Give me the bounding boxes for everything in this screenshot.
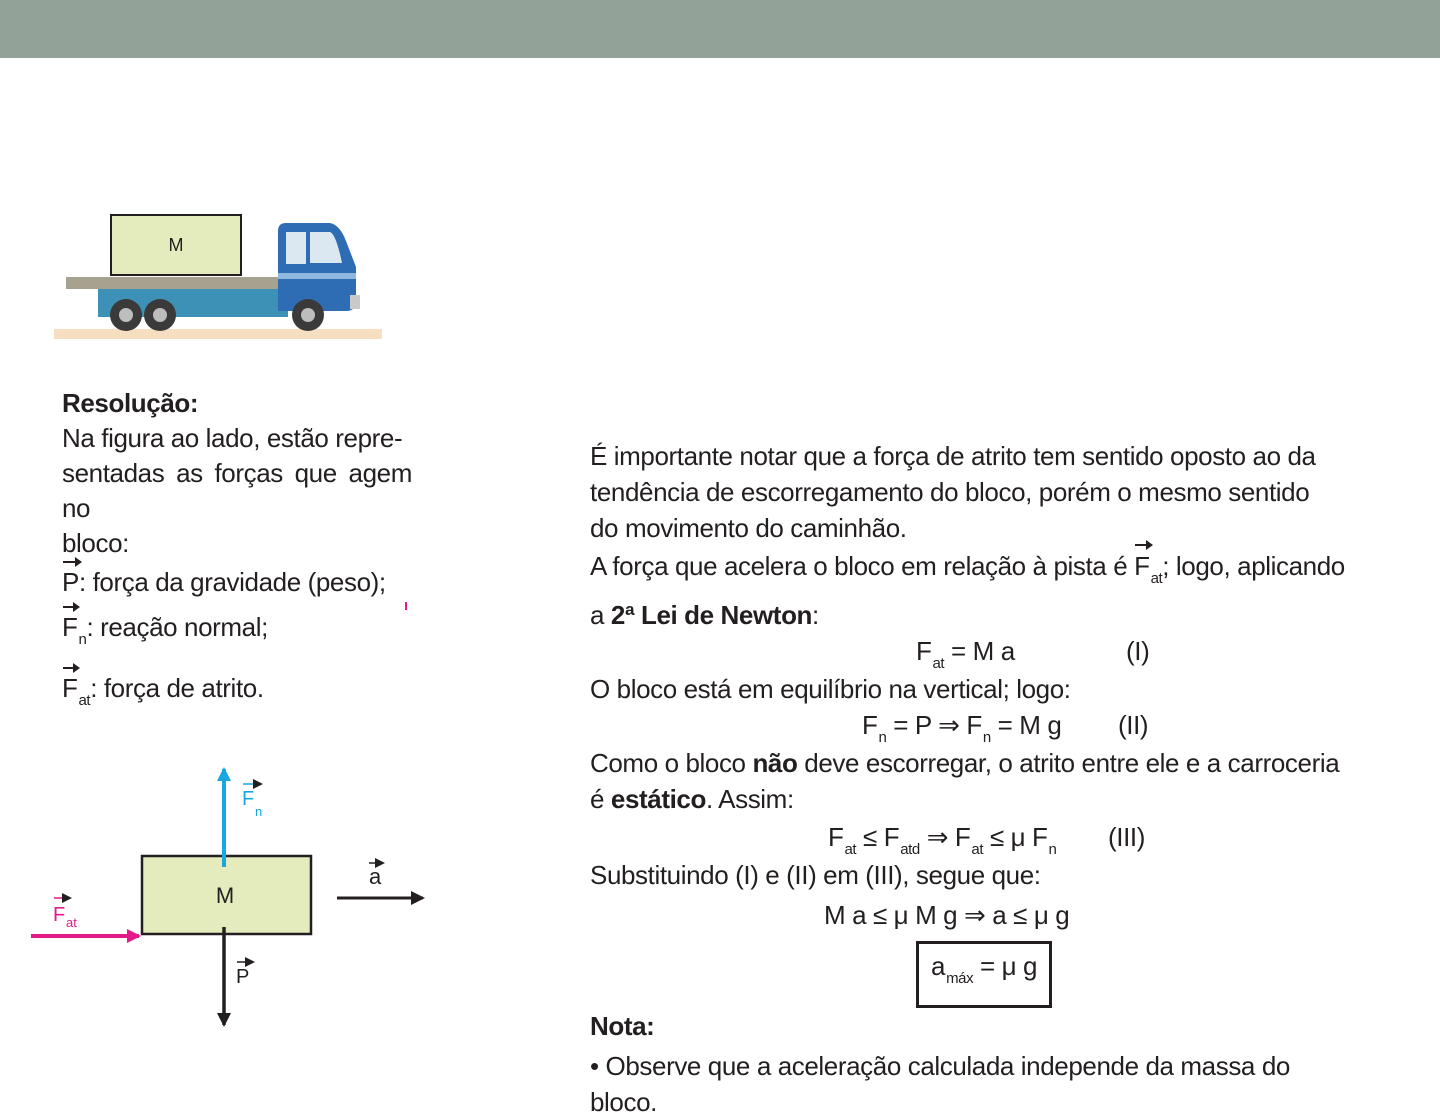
nota-heading: Nota: [590, 1011, 655, 1041]
eq1-tag: (I) [1126, 636, 1150, 666]
acceleration-label: a [369, 864, 382, 889]
block-on-truck-label: M [168, 235, 184, 255]
force-p-line [62, 565, 412, 600]
para2-line2 [590, 597, 1350, 633]
equation-3 [590, 819, 1350, 857]
normal-force-label: F [242, 788, 255, 810]
stray-mark [405, 602, 407, 610]
intro-line-3: bloco: [62, 528, 129, 558]
equation-2 [590, 707, 1350, 745]
eq2-tag: (II) [1118, 710, 1149, 740]
eq4-expr: M a ≤ μ M g ⇒ a ≤ μ g [824, 900, 1070, 930]
vector-fat-symbol: F [62, 671, 77, 706]
vector-p-symbol: P [62, 565, 79, 600]
newton-law: 2ª Lei de Newton [610, 600, 813, 630]
truck-bed [66, 277, 286, 289]
word-estatico: estático [610, 784, 706, 814]
para1-line2: tendência de escorregamento do bloco, porém o mesmo sentido [590, 477, 1310, 507]
equation-5-row [590, 941, 1350, 1008]
top-banner [0, 0, 1440, 58]
para2-l2-a: a [590, 600, 611, 630]
force-fat-text: : força de atrito. [90, 673, 264, 703]
para2-line1 [590, 548, 1350, 597]
bumper [350, 295, 360, 309]
para2-l2-c: : [812, 600, 819, 630]
vector-fat-sub: at [78, 692, 91, 709]
para1-line3: do movimento do caminhão. [590, 513, 907, 543]
eq3-expr: $F_{at} \le F_{atd}$ ⇒ $F_{at} \le \mu$ $F_n$ [828, 822, 1057, 858]
cab-window-1 [286, 232, 306, 264]
ground-strip [54, 329, 382, 339]
truck-illustration [50, 205, 390, 345]
intro-line-1: Na figura ao lado, estão repre- [62, 423, 403, 453]
force-fn-line [62, 610, 412, 657]
fbd-block-label: M [215, 883, 235, 908]
vector-fn-sub: n [78, 631, 87, 648]
eq1-expr: $F_{at} = M$ a [916, 636, 1015, 672]
vector-fn-symbol: F [62, 610, 77, 645]
eq2-expr: $F_n = P$ ⇒ $F_n = M$ g [862, 710, 1062, 746]
resolution-text [62, 386, 412, 718]
intro-line-2: sentadas as forças que agem no [62, 458, 412, 523]
para2-text-a: A força que acelera o bloco em relação à pista é [590, 551, 1135, 581]
eq3-tag: (III) [1108, 822, 1145, 852]
para4: Como o bloco não deve escorregar, o atrito entre ele e a carroceria [590, 748, 1340, 778]
para2-text-b: ; logo, aplicando [1162, 551, 1345, 581]
boxed-result: $a_{máx} = \mu$ g [916, 941, 1052, 1008]
weight-label: P [236, 966, 250, 988]
normal-force-sub: n [255, 804, 263, 819]
para1-line1: É importante notar que a força de atrito tem sentido oposto ao da [590, 441, 1316, 471]
sub-at-inline: at [1150, 570, 1163, 587]
force-p-text: : força da gravidade (peso); [78, 567, 386, 597]
friction-sub: at [66, 915, 77, 930]
cab-stripe [278, 273, 356, 279]
resolution-heading: Resolução: [62, 388, 199, 418]
para3: O bloco está em equilíbrio na vertical; logo: [590, 674, 1071, 704]
force-fn-text: : reação normal; [86, 612, 268, 642]
para6: Substituindo (I) e (II) em (III), segue que: [590, 860, 1041, 890]
equation-1 [590, 633, 1350, 671]
force-fat-line [62, 671, 412, 718]
vector-fat-inline: F [1134, 548, 1149, 584]
nota-text: • Observe que a aceleração calculada independe da massa do bloco. [590, 1051, 1290, 1117]
free-body-diagram [25, 755, 445, 1045]
explanation-text [590, 438, 1350, 1120]
equation-4 [590, 897, 1350, 935]
word-nao: não [752, 748, 798, 778]
para5: é estático. Assim: [590, 784, 794, 814]
friction-label: F [53, 904, 66, 926]
